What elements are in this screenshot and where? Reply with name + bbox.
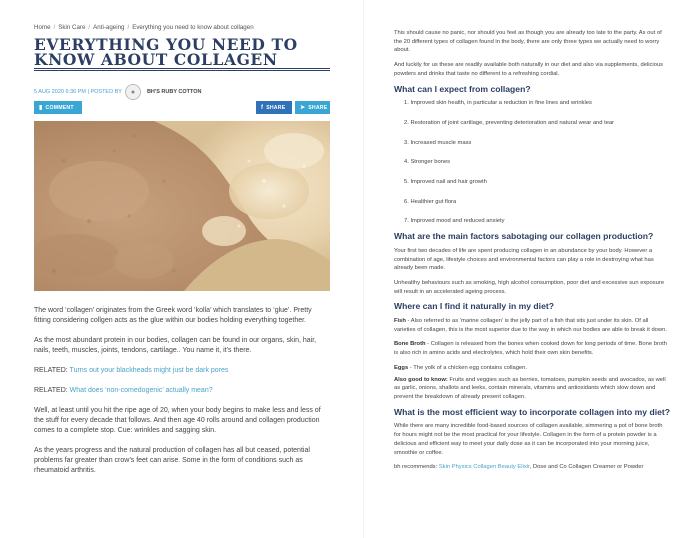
left-article-body xyxy=(34,306,330,486)
body-paragraph: While there are many incredible food-based sources of collagen available, simmering a pot of bone broth for hours might not be the most practical for your lifestyle. Collagen in the form of a protein powder is a delicious and efficient way to meet your daily dose as it can be incorporated into your morning juice, smoothie or coffee. xyxy=(394,423,663,456)
body-paragraph: Well, at least until you hit the ripe age of 20, when your body begins to make less and less of the stuff for every decade that follows. And then age 40 rolls around and collagen production comes to a complete stop. Cue: wrinkles and sagging skin. xyxy=(34,407,321,434)
share-bar xyxy=(34,101,330,114)
list-item: 1. Improved skin health, in particular a reduction in fine lines and wrinkles xyxy=(404,100,592,107)
bone-label: Bone Broth xyxy=(394,341,426,348)
eggs-text: - The yolk of a chicken egg contains collagen. xyxy=(408,364,527,371)
breadcrumb-current: Everything you need to know about collagen xyxy=(132,24,254,31)
article-title: EVERYTHING YOU NEED TO KNOW ABOUT COLLAGEN xyxy=(34,35,298,69)
source-fish xyxy=(394,317,670,334)
body-paragraph: The word ‘collagen’ originates from the Greek word ‘kolla’ which translates to ‘glue’. Pretty fitting considering collgen acts as the glue within our bodies holding everything together. xyxy=(34,307,312,324)
also-good xyxy=(394,376,670,402)
facebook-icon: f xyxy=(261,104,264,111)
twitter-icon: ➤ xyxy=(300,104,306,111)
related-line xyxy=(34,366,330,376)
breadcrumb-separator: / xyxy=(88,24,91,31)
article-meta xyxy=(34,84,202,100)
eggs-label: Eggs xyxy=(394,364,409,371)
related-link-blackheads[interactable]: Turns out your blackheads might just be dark pores xyxy=(69,367,229,374)
product-link-skin-physics[interactable]: Skin Physics Collagen Beauty Elixir xyxy=(438,464,530,471)
good-label: Also good to know: xyxy=(394,376,448,383)
body-paragraph: Unhealthy behaviours such as smoking, high alcohol consumption, poor diet and excessive sun exposure will result in an accelerated ageing process. xyxy=(394,279,665,295)
heading-factors: What are the main factors sabotaging our collagen production? xyxy=(394,231,654,242)
facebook-share-button[interactable] xyxy=(256,101,292,114)
bone-text: - Collagen is released from the bones when cooked down for long periods of time. Bone broth is also rich in amino acids and electrolytes, which hold their own skin benefits. xyxy=(394,341,667,357)
body-paragraph: Your first two decades of life are spent producing collagen in an abundance by your body. However a combination of age, lifestyle choices and environmental factors can play a role in destroying what has already been made. xyxy=(394,247,654,272)
comment-label: COMMENT xyxy=(45,104,74,111)
related-prefix: RELATED: xyxy=(34,367,68,374)
related-line xyxy=(34,386,330,396)
good-text: Fruits and veggies such as berries, tomatoes, pumpkin seeds and avocados, as well as garlic, onions, shallots and leeks, contain minerals, vitamins and antioxidants which slow down and prevent the breakdown of already present collagen. xyxy=(394,376,666,400)
author-name[interactable]: BH'S RUBY COTTON xyxy=(146,89,202,95)
list-item: 6. Healthier gut flora xyxy=(404,198,457,205)
breadcrumb-skin-care[interactable]: Skin Care xyxy=(58,24,86,31)
title-rule xyxy=(34,68,330,71)
bh-suffix: , Dose and Co Collagen Creamer or Powder xyxy=(529,464,644,471)
breadcrumb-separator: / xyxy=(53,24,56,31)
list-item: 7. Improved mood and reduced anxiety xyxy=(404,218,505,225)
related-prefix: RELATED: xyxy=(34,387,68,394)
collagen-powder-image xyxy=(34,121,330,291)
list-item: 2. Restoration of joint cartilage, preventing deterioration and natural wear and tear xyxy=(404,119,615,126)
breadcrumb-home[interactable]: Home xyxy=(34,24,51,31)
fish-label: Fish xyxy=(394,318,406,325)
breadcrumb-anti-ageing[interactable]: Anti-ageing xyxy=(93,24,125,31)
list-item: 3. Increased muscle mass xyxy=(404,139,472,146)
list-item: 5. Improved nail and hair growth xyxy=(404,179,487,186)
heading-where: Where can I find it naturally in my diet? xyxy=(394,301,554,312)
expect-list xyxy=(394,99,670,226)
twitter-share-button[interactable] xyxy=(295,101,330,114)
comment-icon: ▮ xyxy=(39,104,43,111)
body-paragraph: And luckily for us these are readily available both naturally in our diet and also via supplements, delicious powders and drinks that taste no different to a refreshing cordial. xyxy=(394,62,664,77)
heading-expect: What can I expect from collagen? xyxy=(394,83,531,94)
body-paragraph: As the most abundant protein in our bodies, collagen can be found in our organs, skin, hair, nails, teeth, muscles, joints, tendons, cartilage.. You name it, it’s there. xyxy=(34,337,317,354)
list-item: 4. Stronger bones xyxy=(404,159,451,166)
twitter-share-label: SHARE xyxy=(308,104,328,111)
related-link-non-comedogenic[interactable]: What does ‘non-comedogenic’ actually mean? xyxy=(69,387,213,394)
breadcrumb xyxy=(34,24,254,31)
body-paragraph: As the years progress and the natural production of collagen has all but ceased, potential problems far greater than crow’s feet can arise. Some in the form of conditions such as rheumatoid arthritis. xyxy=(34,447,310,474)
right-page xyxy=(394,0,670,538)
author-avatar[interactable]: ● xyxy=(125,84,141,100)
bh-recommends xyxy=(394,463,670,472)
bh-prefix: bh recommends: xyxy=(394,464,438,471)
body-paragraph: This should cause no panic, nor should you feel as though you are already too late to the party. As out of the 20 different types of collagen found in the body, there are only three types we actually need to worry about. xyxy=(394,30,662,54)
left-page xyxy=(34,0,330,538)
facebook-share-label: SHARE xyxy=(266,104,286,111)
source-bone-broth xyxy=(394,340,670,357)
heading-effective: What is the most efficient way to incorporate collagen into my diet? xyxy=(394,406,670,417)
fish-text: - Also referred to as ‘marine collagen’ is the jelly part of a fish that sits just under its skin. Of all varieties of collagen, this is the most superior due to the way in which our bodies are able to break it down. xyxy=(394,318,667,333)
comment-button[interactable] xyxy=(34,101,82,114)
post-date: 5 AUG 2020 6:36 PM | POSTED BY xyxy=(34,89,122,95)
page-divider xyxy=(363,0,364,538)
breadcrumb-separator: / xyxy=(127,24,130,31)
source-eggs xyxy=(394,364,670,373)
